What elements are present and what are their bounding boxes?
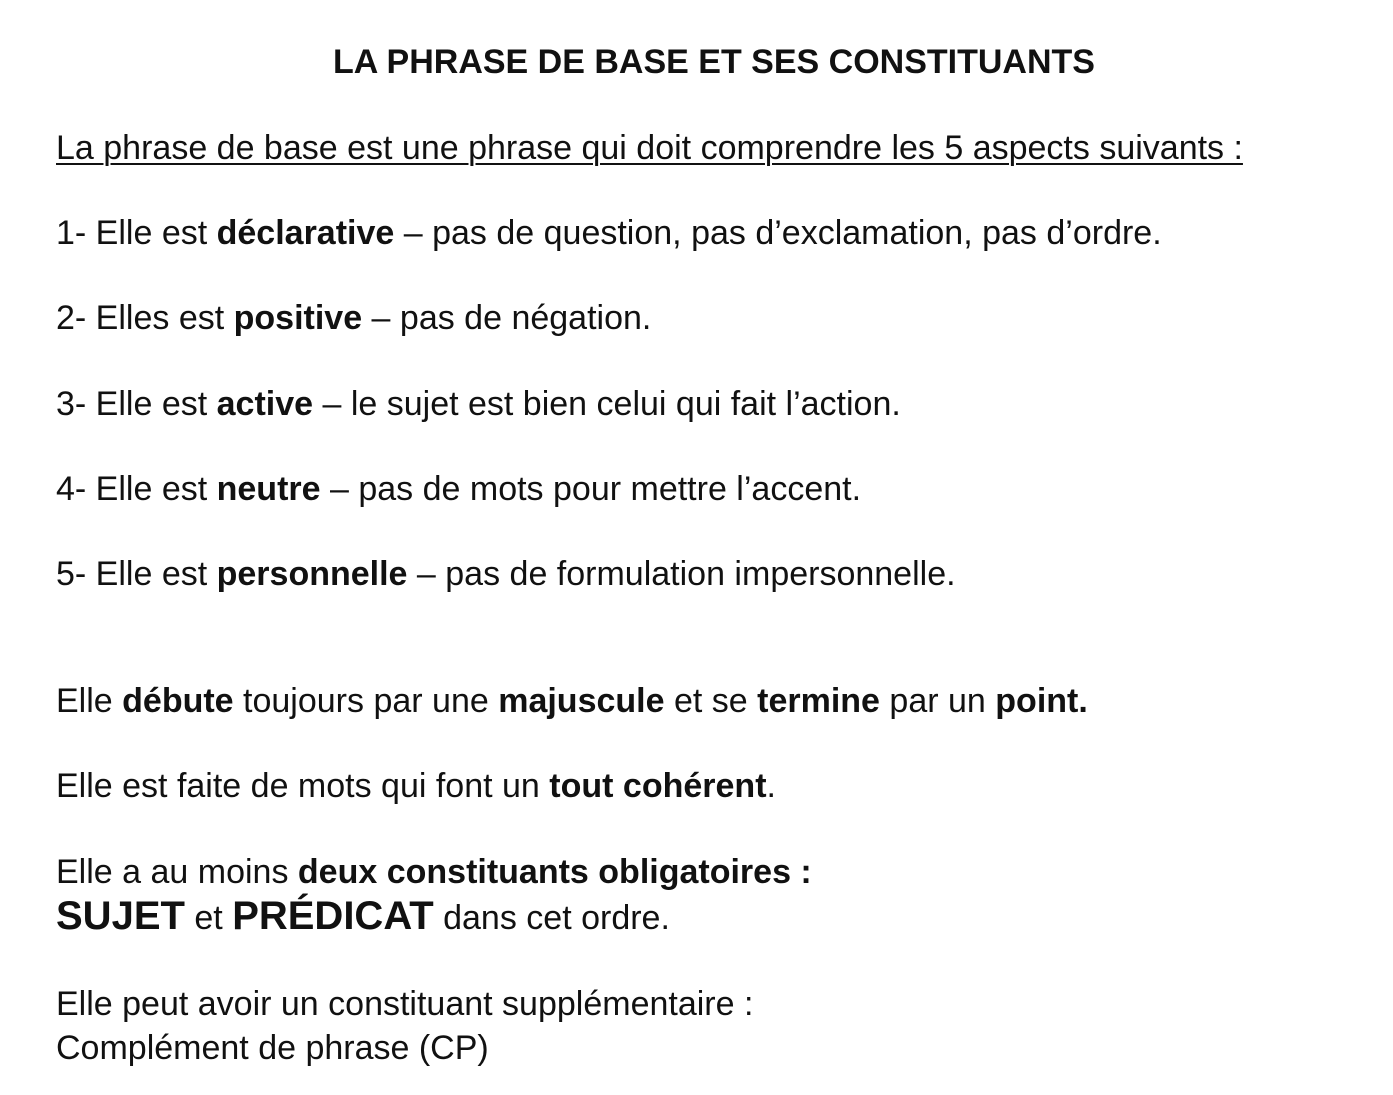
- rule-keyword: majuscule: [498, 682, 665, 720]
- intro-text: La phrase de base est une phrase qui doit comprendre les 5 aspects suivants :: [56, 129, 1243, 167]
- predicat-term: PRÉDICAT: [232, 894, 434, 938]
- rule-keyword: termine: [757, 682, 880, 720]
- rule-text: Elle a au moins: [56, 853, 298, 891]
- aspect-item-2: [56, 298, 651, 338]
- rule-keyword: point.: [995, 682, 1088, 720]
- aspect-item-4: [56, 469, 861, 509]
- sujet-term: SUJET: [56, 894, 185, 938]
- rule-text: et se: [664, 682, 758, 720]
- rule-text: Elle: [56, 682, 123, 720]
- aspect-description: – pas de mots pour mettre l’accent.: [320, 470, 862, 508]
- constituents-order: [56, 896, 670, 938]
- rule-text: dans cet ordre.: [433, 899, 670, 937]
- aspect-keyword: personnelle: [216, 555, 408, 593]
- rule-text: par un: [879, 682, 996, 720]
- page-title: LA PHRASE DE BASE ET SES CONSTITUANTS: [333, 43, 1095, 81]
- rule-text: .: [766, 767, 776, 805]
- rule-text: toujours par une: [233, 682, 499, 720]
- rule-text: Elle est faite de mots qui font un: [56, 767, 550, 805]
- aspect-prefix: 3- Elle est: [56, 385, 217, 423]
- aspect-prefix: 4- Elle est: [56, 470, 217, 508]
- rule-keyword: débute: [122, 682, 234, 720]
- start-end-rule: [56, 681, 1088, 721]
- supplement-line-2: Complément de phrase (CP): [56, 1029, 489, 1067]
- aspect-description: – pas de formulation impersonnelle.: [407, 555, 956, 593]
- aspect-keyword: positive: [233, 299, 363, 337]
- aspect-description: – pas de négation.: [362, 299, 652, 337]
- rule-keyword: deux constituants obligatoires :: [297, 853, 812, 891]
- aspect-keyword: neutre: [216, 470, 321, 508]
- aspect-prefix: 5- Elle est: [56, 555, 217, 593]
- coherence-rule: [56, 766, 776, 806]
- aspect-description: – pas de question, pas d’exclamation, pas d’ordre.: [394, 214, 1162, 252]
- aspect-item-5: [56, 554, 956, 594]
- rule-keyword: tout cohérent: [549, 767, 767, 805]
- aspect-keyword: active: [216, 385, 314, 423]
- aspect-item-3: [56, 384, 901, 424]
- aspect-item-1: [56, 213, 1162, 253]
- aspect-keyword: déclarative: [216, 214, 395, 252]
- aspect-description: – le sujet est bien celui qui fait l’action.: [313, 385, 901, 423]
- supplement-line-1: Elle peut avoir un constituant supplémentaire :: [56, 985, 754, 1023]
- aspect-prefix: 2- Elles est: [56, 299, 234, 337]
- constituents-rule: [56, 852, 812, 892]
- aspect-prefix: 1- Elle est: [56, 214, 217, 252]
- rule-text: et: [184, 899, 233, 937]
